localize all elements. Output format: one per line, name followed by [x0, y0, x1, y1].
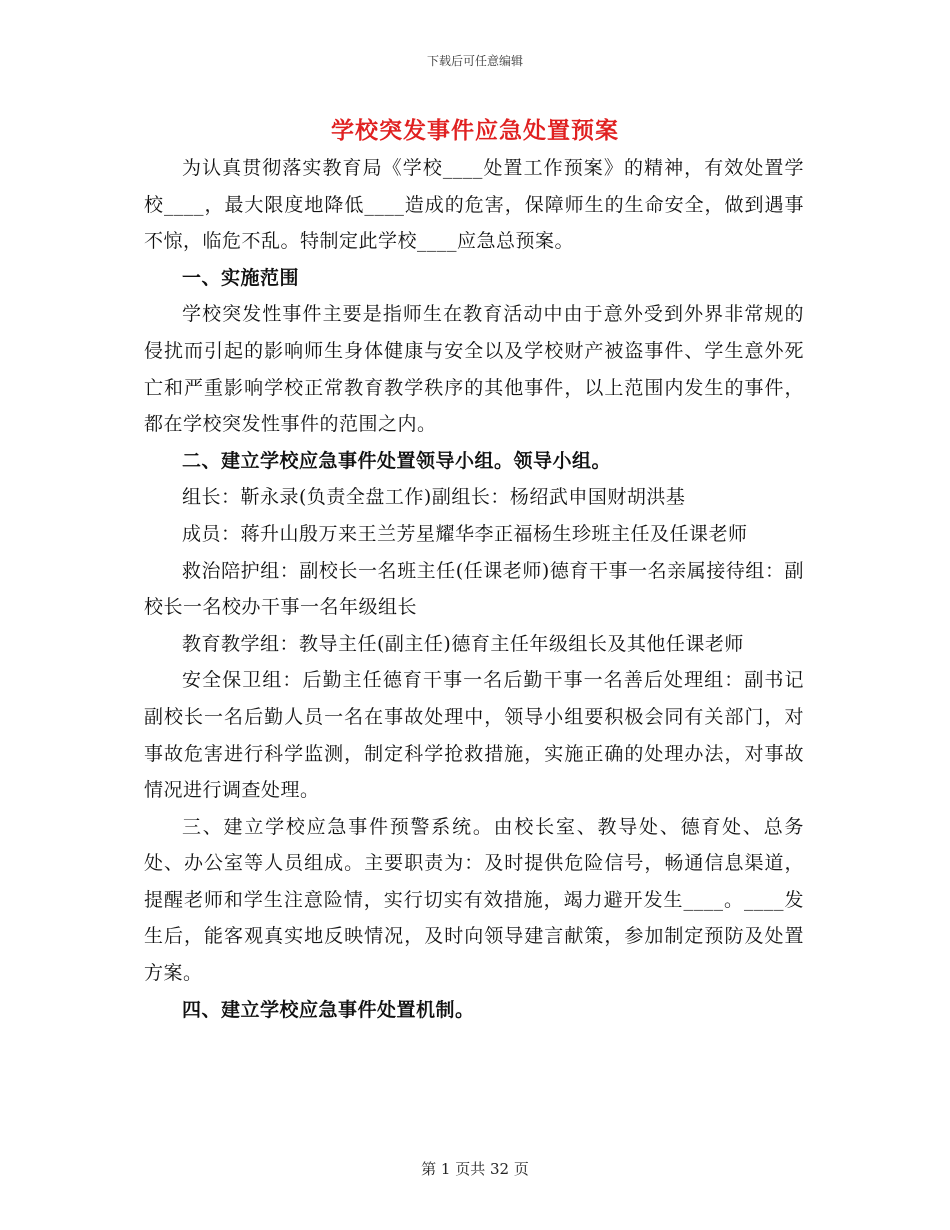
section-heading-1: 一、实施范围 — [182, 266, 300, 289]
rescue-group-paragraph: 救治陪护组：副校长一名班主任(任课老师)德育干事一名亲属接待组：副校长一名校办干事一名年级组长 — [144, 559, 804, 619]
members-paragraph: 成员：蒋升山殷万来王兰芳星耀华李正福杨生珍班主任及任课老师 — [182, 522, 748, 545]
page-footer: 第 1 页共 32 页 — [421, 1160, 529, 1178]
document-title: 学校突发事件应急处置预案 — [331, 117, 619, 144]
scope-paragraph: 学校突发性事件主要是指师生在教育活动中由于意外受到外界非常规的侵扰而引起的影响师生身体健康与安全以及学校财产被盗事件、学生意外死亡和严重影响学校正常教育教学秩序的其他事件，以上范围内发生的事件，都在学校突发性事件的范围之内。 — [144, 303, 804, 436]
document-body — [144, 150, 804, 1028]
intro-paragraph: 为认真贯彻落实教育局《学校____处置工作预案》的精神，有效处置学校____，最大限度地降低____造成的危害，保障师生的生命安全，做到遇事不惊，临危不乱。特制定此学校____应急总预案。 — [144, 157, 804, 253]
section-heading-2: 二、建立学校应急事件处置领导小组。领导小组。 — [182, 449, 612, 472]
teaching-group-paragraph: 教育教学组：教导主任(副主任)德育主任年级组长及其他任课老师 — [182, 632, 744, 655]
leader-paragraph: 组长：靳永录(负责全盘工作)副组长：杨绍武申国财胡洪基 — [182, 486, 686, 509]
page-header: 下载后可任意编辑 — [426, 54, 523, 68]
section-3-paragraph: 三、建立学校应急事件预警系统。由校长室、教导处、德育处、总务处、办公室等人员组成。主要职责为：及时提供危险信号，畅通信息渠道，提醒老师和学生注意险情，实行切实有效措施，竭力避开发生____。____发生后，能客观真实地反映情况，及时向领导建言献策，参加制定预防及处置方案。 — [144, 815, 804, 985]
security-group-paragraph: 安全保卫组：后勤主任德育干事一名后勤干事一名善后处理组：副书记副校长一名后勤人员一名在事故处理中，领导小组要积极会同有关部门，对事故危害进行科学监测，制定科学抢救措施，实施正确的处理办法，对事故情况进行调查处理。 — [144, 669, 804, 802]
section-heading-4: 四、建立学校应急事件处置机制。 — [182, 998, 475, 1021]
